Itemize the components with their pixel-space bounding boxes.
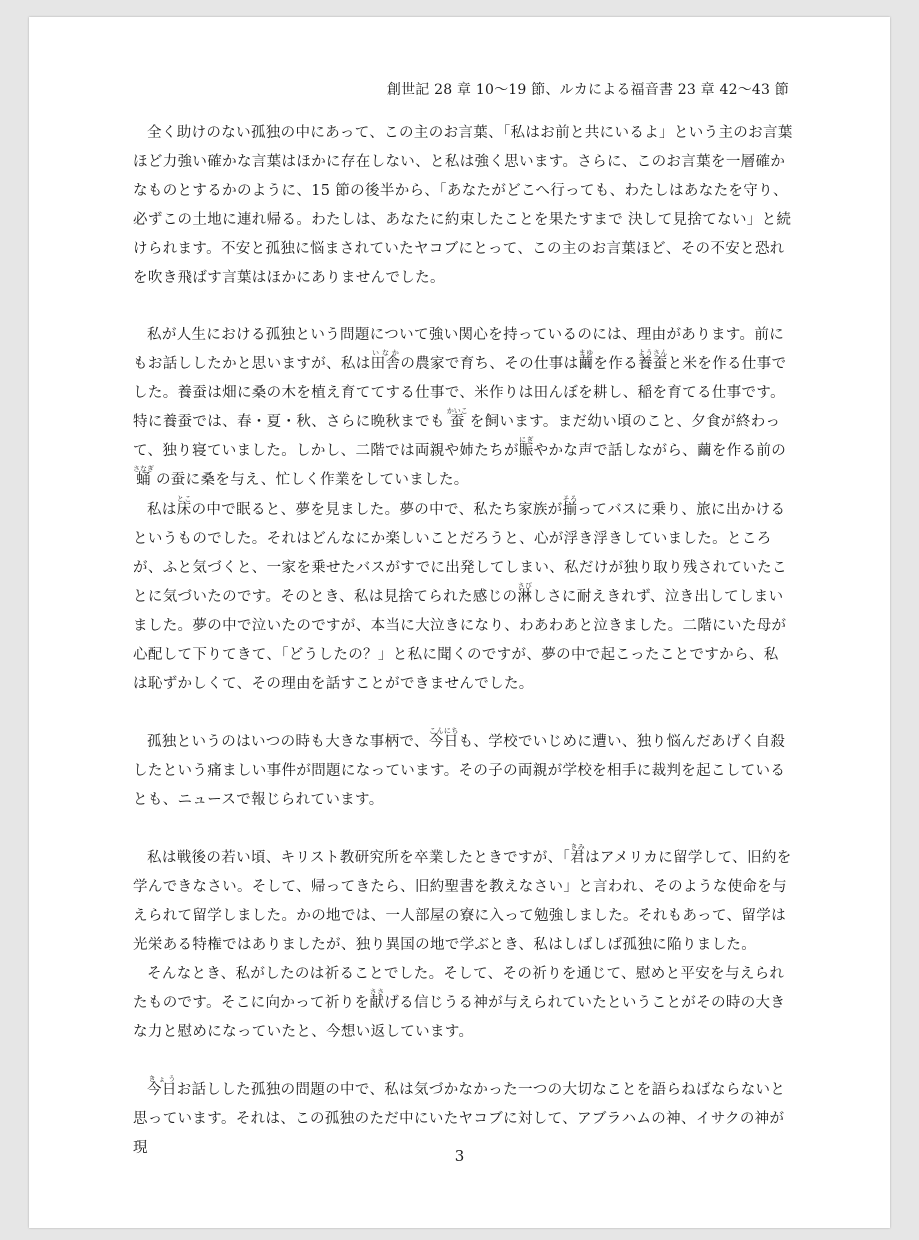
ruby-sabi: 淋さび [517, 582, 533, 605]
ruby-kaiko: 蚕かいこ [446, 407, 468, 430]
ruby-mayu: 繭まゆ [578, 349, 594, 372]
paragraph-3: 私は床とこの中で眠ると、夢を見ました。夢の中で、私たち家族が揃そろってバスに乗り、旅に出かけるというものでした。それはどんなにか楽しいことだろうと、心が浮き浮きしていました。ところが、ふと気づくと、一家を乗せたバスがすでに出発してしまい、私だけが独り取り残されていたことに気づいたのです。そのとき、私は見捨てられた感じの淋さびしさに耐えきれず、泣き出してしまいました。夢の中で泣いたのですが、本当に大泣きになり、わあわあと泣きました。二階にいた母が心配して下りてきて、「どうしたの？」と私に聞くのですが、夢の中で起こったことですから、私は恥ずかしくて、その理由を話すことができませんでした。 [133, 495, 787, 692]
page-number: 3 [454, 1147, 465, 1165]
ruby-inaka: 田舎いなか [370, 349, 401, 372]
ruby-yousan: 養蚕ようさん [637, 349, 668, 372]
scripture-reference: 創世記 28 章 10〜19 節、ルカによる福音書 23 章 42〜43 節 [386, 82, 789, 98]
ruby-soro: 揃そろ [562, 495, 578, 518]
paragraph-5: 私は戦後の若い頃、キリスト教研究所を卒業したときですが、「君きみはアメリカに留学して、旧約を学んできなさい。そして、帰ってきたら、旧約聖書を教えなさい」と言われ、そのような使命を与えられて留学しました。かの地では、一人部屋の寮に入って勉強しました。それもあって、留学は光栄ある特権ではありましたが、独り異国の地で学ぶとき、私はしばしば孤独に陥りました。 [133, 843, 792, 953]
ruby-sanagi: 蛹さなぎ [133, 465, 154, 488]
paragraph-6: そんなとき、私がしたのは祈ることでした。そして、その祈りを通じて、慰めと平安を与えられたものです。そこに向かって祈りを献ささげる信じうる神が与えられていたということがその時の大きな力と慰めになっていたと、今想い返しています。 [133, 966, 786, 1040]
ruby-konnichi: 今日こんにち [428, 727, 459, 750]
ruby-kyou: 今日きょう [147, 1075, 177, 1098]
ruby-toko: 床とこ [176, 495, 192, 518]
paragraph-7: 今日きょうお話しした孤独の問題の中で、私は気づかなかった一つの大切なことを語らねばならないと思っています。それは、この孤独のただ中にいたヤコブに対して、アブラハムの神、イサクの神が現 [133, 1075, 786, 1156]
document-page [29, 17, 890, 1228]
paragraph-2: 私が人生における孤独という問題について強い関心を持っているのには、理由があります。前にもお話ししたかと思いますが、私は田舎いなかの農家で育ち、その仕事は繭まゆを作る養蚕ようさんと米を作る仕事でした。養蚕は畑に桑の木を植え育ててする仕事で、米作りは田んぼを耕し、稲を育てる仕事です。特に養蚕では、春・夏・秋、さらに晩秋までも 蚕かいこ を飼います。まだ幼い頃のこと、夕食が終わって、独り寝ていました。しかし、二階では両親や姉たちが賑にぎやかな声で話しながら、繭を作る前の 蛹さなぎ の蚕に桑を与え、忙しく作業をしていました。 [133, 327, 787, 488]
sermon-body [133, 119, 793, 1163]
paragraph-1: 全く助けのない孤独の中にあって、この主のお言葉、「私はお前と共にいるよ」という主のお言葉ほど力強い確かな言葉はほかに存在しない、と私は強く思います。さらに、このお言葉を一層確かなものとするかのように、15 節の後半から、「あなたがどこへ行っても、わたしはあなたを守り、必ずこの土地に連れ帰る。わたしは、あなたに約束したことを果たすまで 決して見捨てない」と続けられます。不安と孤独に悩まされていたヤコブにとって、この主のお言葉ほど、その不安と恐れを吹き飛ばす言葉はほかにありませんでした。 [133, 125, 793, 286]
ruby-sasa: 献ささ [369, 988, 385, 1011]
paragraph-4: 孤独というのはいつの時も大きな事柄で、今日こんにちも、学校でいじめに遭い、独り悩んだあげく自殺したという痛ましい事件が問題になっています。その子の両親が学校を相手に裁判を起こしているとも、ニュースで報じられています。 [133, 727, 786, 808]
ruby-kimi: 君きみ [570, 843, 585, 866]
ruby-nigi: 賑にぎ [518, 436, 534, 459]
